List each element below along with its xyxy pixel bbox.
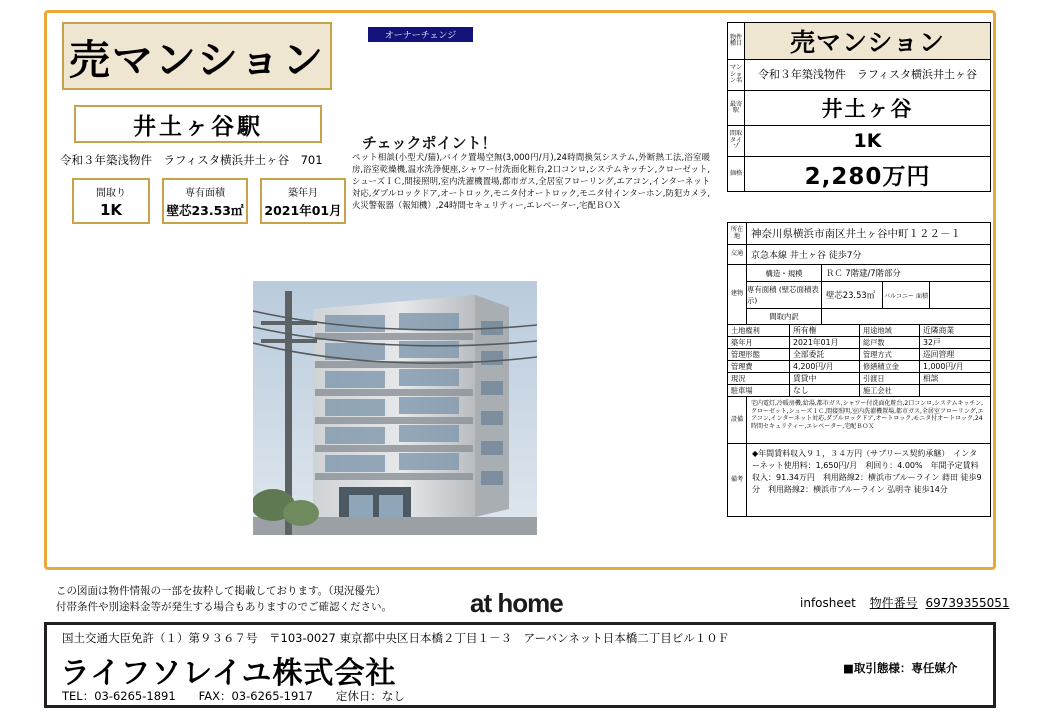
station-box <box>74 105 322 143</box>
detail-structure-row <box>747 265 990 282</box>
company-name: ライフソレイユ株式会社 <box>60 656 397 691</box>
row3-val2: 1,000円/月 <box>923 362 964 371</box>
disclaimer <box>56 584 392 616</box>
summary-name-label: 最寄駅 <box>728 91 745 125</box>
spec-builtyear-key: 築年月 <box>288 187 318 199</box>
summary-plan-value: 1K <box>853 130 882 152</box>
table-row <box>728 385 990 397</box>
detail-table <box>727 222 991 517</box>
station-name: 井土ヶ谷駅 <box>133 113 263 140</box>
row5-key2: 施工会社 <box>860 385 920 396</box>
summary-row-price <box>728 157 990 191</box>
detail-access-label: 交通 <box>728 245 747 264</box>
summary-row-title <box>728 23 990 60</box>
summary-price-label: 価格 <box>728 157 745 191</box>
detail-remark-value: ◆年間賃料収入９１，３４万円（サブリース契約承継） インターネット使用料：1,650円/月 利回り：4.00% 年間予定賃料収入：91.34万円 利用路線2：横浜市ブルーライン 蒔田 徒歩9分 利用路線2：横浜市ブルーライン 弘明寺 徒歩14分 <box>752 449 982 494</box>
detail-plan-row <box>747 309 990 324</box>
disclaimer-line-1: この図面は物件情報の一部を抜粋して掲載しております。（現況優先） <box>56 585 386 597</box>
row3-val1: 4,200円/月 <box>790 361 860 372</box>
row4-key2: 引渡日 <box>860 373 920 384</box>
table-row <box>728 325 990 337</box>
detail-area-key: 専有面積 (壁芯面積表示) <box>747 282 822 308</box>
table-row <box>728 349 990 361</box>
license-text: 国土交通大臣免許（１）第９３６７号 〒103-0027 東京都中央区日本橋２丁目１－３ アーバンネット日本橋二丁目ビル１０Ｆ <box>62 631 730 645</box>
disclaimer-line-2: 付帯条件や別途料金等が発生する場合もありますのでご確認ください。 <box>56 600 392 613</box>
detail-balcony-key: バルコニー 面積 <box>882 282 930 308</box>
summary-plan-label: 間取タイプ <box>728 126 745 156</box>
summary-row-plan <box>728 126 990 157</box>
row1-val1: 2021年01月 <box>790 337 860 348</box>
summary-row-sub <box>728 60 990 91</box>
infosheet-block <box>800 594 1010 611</box>
row2-val2: 巡回管理 <box>923 350 955 359</box>
detail-address-value: 神奈川県横浜市南区井土ヶ谷中町１２２－１ <box>751 228 961 240</box>
spec-badges <box>72 178 346 224</box>
detail-structure-value: ＲＣ 7階建/7階部分 <box>826 268 901 278</box>
spec-madori-key: 間取り <box>96 187 126 199</box>
table-row <box>728 337 990 349</box>
row4-val2: 相談 <box>923 374 939 383</box>
detail-row-building <box>728 265 990 325</box>
checkpoint-title: チェックポイント！ <box>362 134 497 152</box>
detail-address-label: 所在地 <box>728 223 747 244</box>
row0-val1: 所有権 <box>790 325 860 336</box>
main-title: 売マンション <box>68 35 326 84</box>
building-photo <box>253 281 537 535</box>
property-subtitle: 令和３年築浅物件 ラフィスタ横浜井土ヶ谷 701 <box>60 153 323 167</box>
athome-logo: at home <box>470 588 563 618</box>
summary-table <box>727 22 991 192</box>
row1-key1: 築年月 <box>728 337 790 348</box>
infosheet-key: 物件番号 <box>869 596 918 610</box>
owner-change-badge: オーナーチェンジ <box>368 27 473 42</box>
detail-access-value: 京急本線 井土ヶ谷 徒歩7分 <box>751 251 862 261</box>
spec-area-key: 専有面積 <box>185 187 225 199</box>
row2-key2: 管理方式 <box>860 349 920 360</box>
summary-sub-label: マンション名 <box>728 60 745 90</box>
detail-area-value: 壁芯23.53㎡ <box>826 290 876 300</box>
summary-price-value: 2,280万円 <box>804 163 931 190</box>
spec-area <box>162 178 248 224</box>
spec-builtyear-value: 2021年01月 <box>264 202 342 218</box>
table-row <box>728 373 990 385</box>
detail-remark-label: 備考 <box>728 444 747 516</box>
detail-row-address <box>728 223 990 245</box>
row5-val2 <box>920 385 990 396</box>
spec-madori <box>72 178 150 224</box>
infosheet-value: 69739355051 <box>925 596 1010 610</box>
summary-name-value: 井土ヶ谷 <box>821 97 914 121</box>
detail-area-row <box>747 282 990 309</box>
row1-key2: 総戸数 <box>860 337 920 348</box>
detail-structure-key: 構造・規模 <box>747 265 822 281</box>
row0-val2: 近隣商業 <box>923 326 955 335</box>
detail-row-remark <box>728 444 990 516</box>
building-photo-image <box>253 281 537 535</box>
summary-title-value: 売マンション <box>790 28 945 57</box>
detail-plan-key: 間取内訳 <box>747 309 822 324</box>
spec-madori-value: 1K <box>99 200 123 219</box>
detail-balcony-value <box>930 282 990 308</box>
summary-sub-value: 令和３年築浅物件 ラフィスタ横浜井土ヶ谷 <box>757 67 978 81</box>
summary-title-label: 物件種目 <box>728 23 745 59</box>
table-row <box>728 361 990 373</box>
main-title-box <box>62 22 332 90</box>
infosheet-label: infosheet <box>800 596 856 610</box>
row1-val2: 32戸 <box>923 338 941 347</box>
row0-key2: 用途地域 <box>860 325 920 336</box>
row0-key1: 土地権利 <box>728 325 790 336</box>
detail-equipment-value: 宅内電灯,冷暖房機,給湯,都市ガス,シャワー付洗面化粧台,2口コンロ,システムキッチン,クローゼット,シューズＩＣ,間接照明,室内洗濯機置場,都市ガス,全居室フローリング,エアコン,インターネット対応,ダブルロックドア,オートロック,モニタ付オートロック,24時間セキュリティー,エレベーター,宅配ＢＯＸ <box>751 400 984 430</box>
detail-row-equipment <box>728 397 990 444</box>
row2-val1: 全部委託 <box>790 349 860 360</box>
row4-val1: 賃貸中 <box>790 373 860 384</box>
summary-row-name <box>728 91 990 126</box>
detail-building-label: 建物 <box>728 265 747 324</box>
row5-key1: 駐車場 <box>728 385 790 396</box>
detail-plan-value <box>822 309 990 324</box>
row3-key1: 管理費 <box>728 361 790 372</box>
spec-builtyear <box>260 178 346 224</box>
row2-key1: 管理形態 <box>728 349 790 360</box>
detail-row-access <box>728 245 990 265</box>
row4-key1: 現況 <box>728 373 790 384</box>
row3-key2: 修繕積立金 <box>860 361 920 372</box>
checkpoint-body: ペット相談(小型犬/猫),バイク置場空無(3,000円/月),24時間換気システム,外断熱工法,浴室暖房,浴室乾燥機,温水洗浄便座,シャワー付洗面化粧台,2口コンロ,システムキッチン,クローゼット,シューズＩＣ,間接照明,室内洗濯機置場,都市ガス,全居室フローリング,エアコン,インターネット対応,ダブルロックドア,オートロック,モニタ付オートロック,モニタ付インターホン,防犯カメラ,火災警報器（報知機）,24時間セキュリティー,エレベーター,宅配ＢＯＸ <box>352 152 710 210</box>
detail-equipment-label: 設備 <box>728 397 747 443</box>
spec-area-value: 壁芯23.53㎡ <box>166 202 244 218</box>
company-contact: TEL：03-6265-1891 FAX：03-6265-1917 定休日：なし <box>62 689 405 703</box>
row5-val1: なし <box>790 385 860 396</box>
transaction-type: ■取引態様：専任媒介 <box>843 661 958 675</box>
